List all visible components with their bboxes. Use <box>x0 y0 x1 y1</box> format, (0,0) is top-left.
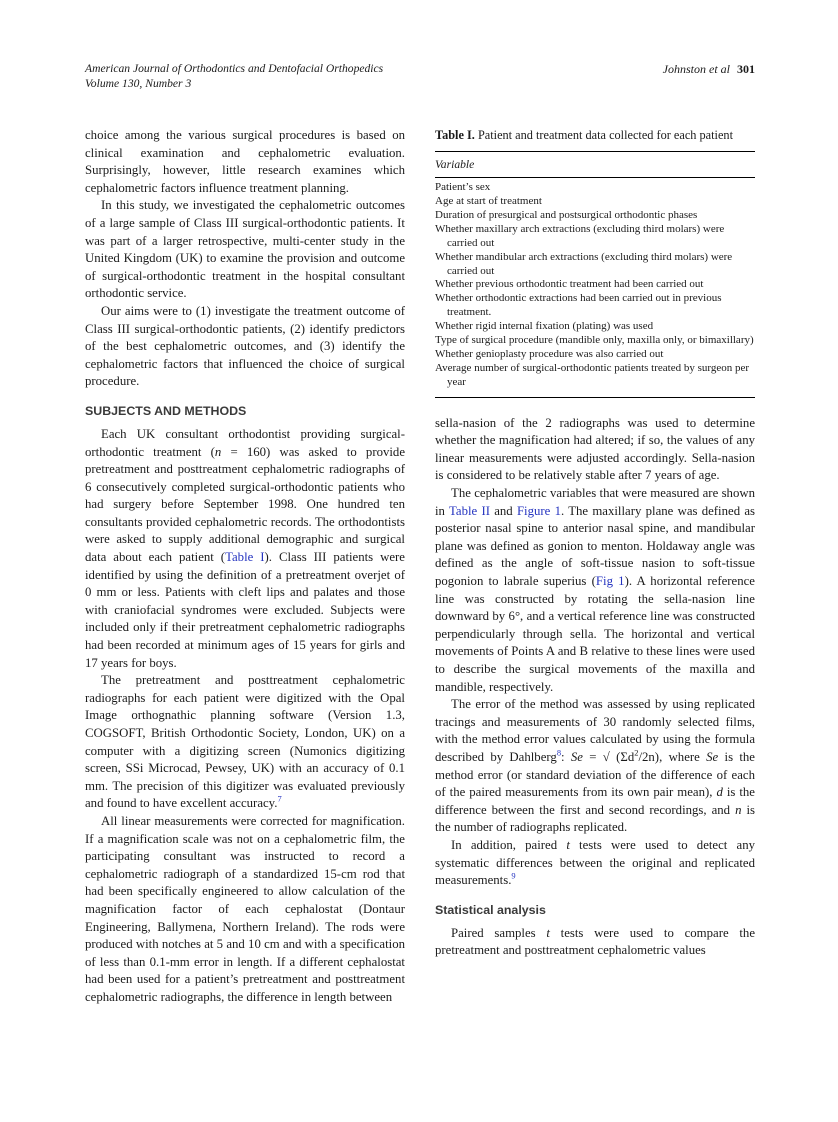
text-segment: Se <box>570 749 583 764</box>
table-column-header: Variable <box>435 157 475 171</box>
text-segment: Se <box>706 749 719 764</box>
page-number: 301 <box>737 62 755 76</box>
text-segment: ). A horizontal reference line was constructed by rotating the sella-nasion line downward by 6°, and a vertical reference line was constructed perpendicularly through sella. The horizontal and vertical movements of Points A and B relative to these lines were used to describe the surgical movements of the maxilla and mandible, respectively. <box>435 574 755 694</box>
text-segment: Our aims were to (1) investigate the treatment outcome of Class III surgical-orthodontic patients, (2) identify predictors of the best cephalometric outcomes, and (3) identify the cephalometric factors that influenced the choice of surgical procedure. <box>85 303 405 389</box>
table-caption <box>435 127 755 144</box>
intro-paragraphs <box>85 127 405 391</box>
text-segment: In this study, we investigated the cephalometric outcomes of a large sample of Class III surgical-orthodontic patients. It was part of a larger retrospective, multi-center study in the United Kingdom (UK) to examine the provision and outcome of surgical-orthodontic treatment in the hospital consultant orthodontic service. <box>85 198 405 301</box>
text-segment: sella-nasion of the 2 radiographs was used to determine whether the magnification had altered; if so, the values of any linear measurements were adjusted accordingly. Sella-nasion is considered to be relatively stable after 7 years of age. <box>435 415 755 483</box>
text-segment: 2 <box>634 747 639 758</box>
paragraph <box>85 813 405 1007</box>
table-row: Average number of surgical-orthodontic patients treated by surgeon per year <box>435 361 750 388</box>
text-segment: The pretreatment and posttreatment cephalometric radiographs for each patient were digitized with the Opal Image orthognathic planning software (Version 1.3, COGSOFT, British Orthodontic Society, London, UK) on a computer with a digitizing screen (Numonics digitizing screen, SSi Microcad, Pewsey, UK) with an accuracy of 0.1 mm. The precision of this digitizer was evaluated previously and found to have excellent accuracy. <box>85 673 405 811</box>
text-segment: tests were used to compare the pretreatment and posttreatment cephalometric values <box>435 925 755 958</box>
text-segment: . The maxillary plane was defined as posterior nasal spine to anterior nasal spine, and mandibular plane was defined as gonion to menton. Holdaway angle was defined as the angle of soft-tissue nasion to soft-tissue pogonion to labrale superius ( <box>435 503 755 589</box>
text-segment: All linear measurements were corrected for magnification. If a magnification scale was not on a cephalometric film, the participating consultant was instructed to record a cephalometric radiograph of a standardized 15-cm rod that had been specifically engineered to allow calculation of the magnification factor of each cephalostat (Dontaur Engineering, Ballymena, Northern Ireland). The rods were produced with notches at 5 and 10 cm and with a specification of less than 0.1-mm error in length. If a different cephalostat had been used for a patient’s pretreatment and posttreatment cephalometric radiographs, the difference in length between <box>85 813 405 1004</box>
paragraph <box>85 197 405 303</box>
paragraph <box>435 415 755 485</box>
table-row: Patient’s sex <box>435 181 491 194</box>
subsection-heading-statistical-analysis: Statistical analysis <box>435 902 546 917</box>
text-segment: The cephalometric variables that were measured are shown in <box>435 486 755 518</box>
table-body <box>435 178 755 397</box>
journal-title: American Journal of Orthodontics and Dentofacial Orthopedics <box>85 62 384 75</box>
table-row: Whether rigid internal fixation (plating) was used <box>435 320 654 333</box>
text-segment: The error of the method was assessed by using replicated tracings and measurements of 30 randomly selected films, with the method error values calculated by using the formula described by Dahlberg <box>435 697 755 764</box>
table-row: Whether orthodontic extractions had been carried out in previous treatment. <box>435 292 722 319</box>
left-column <box>85 127 405 1007</box>
table-row: Type of surgical procedure (mandible only, maxilla only, or bimaxillary) <box>435 334 754 347</box>
text-segment: /2n), where <box>638 749 707 764</box>
page-header <box>85 62 755 91</box>
citation-link[interactable]: Fig 1 <box>595 574 625 589</box>
text-segment: t <box>546 925 550 940</box>
text-segment: is the number of radiographs replicated. <box>435 802 755 835</box>
paragraph <box>435 485 755 696</box>
methods-paragraphs <box>85 426 405 1007</box>
citation-link[interactable]: Table II <box>448 503 490 518</box>
text-segment: : <box>561 749 571 764</box>
text-segment: is the difference between the first and second recordings, and <box>435 785 755 817</box>
text-segment: n <box>735 802 742 817</box>
paragraph <box>435 696 755 837</box>
text-segment: t <box>566 837 570 852</box>
text-segment: Each UK consultant orthodontist providing surgical-orthodontic treatment ( <box>85 426 405 459</box>
table-row: Whether mandibular arch extractions (excluding third molars) were carried out <box>435 250 733 277</box>
table-row: Whether maxillary arch extractions (excluding third molars) were carried out <box>435 222 725 249</box>
table-1 <box>435 127 755 398</box>
paragraph <box>435 837 755 890</box>
paragraph <box>85 127 405 197</box>
text-segment: n <box>214 444 222 459</box>
right-paragraphs <box>435 415 755 890</box>
table-caption-text: Patient and treatment data collected for each patient <box>474 128 733 142</box>
journal-volume: Volume 130, Number 3 <box>85 76 192 90</box>
citation-link[interactable]: Table I <box>225 550 265 565</box>
table-row: Whether genioplasty procedure was also carried out <box>435 347 664 360</box>
running-head-authors: Johnston et al <box>662 62 730 76</box>
running-head <box>663 62 755 77</box>
text-segment: In addition, paired <box>451 837 567 852</box>
text-segment: Paired samples <box>451 925 547 940</box>
section-heading-subjects-and-methods: SUBJECTS AND METHODS <box>85 403 247 418</box>
citation-link[interactable]: Figure 1 <box>516 503 561 518</box>
table-caption-label: Table I. <box>435 128 475 142</box>
journal-info <box>85 62 383 91</box>
table-rule-bottom <box>435 397 755 398</box>
right-column <box>435 127 755 1007</box>
paragraph <box>85 672 405 813</box>
text-segment: d <box>716 785 723 800</box>
text-segment: and <box>489 503 517 518</box>
paragraph <box>85 303 405 391</box>
two-column-body <box>85 127 755 1007</box>
reference-superscript-link[interactable]: 7 <box>277 794 282 805</box>
text-segment: = 160) was asked to provide pretreatment and posttreatment cephalometric radiographs of 6 consecutively completed surgical-orthodontic patients who had surgery before September 1998. One hundred ten consultants provided cephalometric records. The orthodontists were asked to supply additional demographic and surgical data about each patient ( <box>85 444 406 565</box>
reference-superscript-link[interactable]: 9 <box>511 870 516 881</box>
statistical-paragraphs <box>435 925 755 960</box>
text-segment: is the method error (or standard deviation of the difference of each of the paired measurements from its own pair mean), <box>435 749 755 800</box>
text-segment: tests were used to detect any systematic differences between the original and replicated measurements. <box>435 837 755 888</box>
paragraph <box>85 426 405 672</box>
paragraph <box>435 925 755 960</box>
reference-superscript-link[interactable]: 8 <box>556 747 562 758</box>
text-segment: ). Class III patients were identified by using the definition of a pretreatment overjet of 0 mm or less. Patients with cleft lips and palates and those with craniofacial syndromes were excluded. Subjects were included only if their pretreatment cephalometric radiographs had been recorded at minimum ages of 15 years for girls and 17 years for boys. <box>85 550 405 670</box>
text-segment: choice among the various surgical procedures is based on clinical examination and cephalometric evaluation. Surprisingly, however, little research examines which cephalometric factors influence treatment planning. <box>85 128 405 195</box>
table-row: Age at start of treatment <box>435 195 542 207</box>
table-row: Whether previous orthodontic treatment had been carried out <box>435 278 704 291</box>
table-row: Duration of presurgical and postsurgical orthodontic phases <box>435 208 698 221</box>
text-segment: = √ (Σd <box>582 749 635 764</box>
